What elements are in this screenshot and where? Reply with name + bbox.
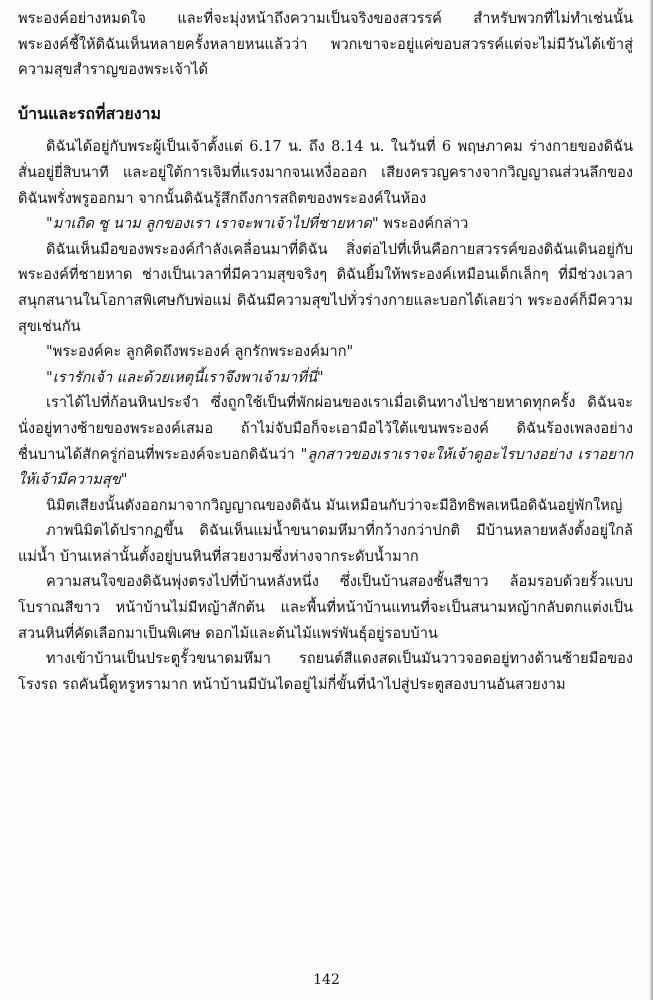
dialogue-line	[18, 211, 633, 237]
page-edge-shadow	[649, 0, 653, 1000]
paragraph	[18, 390, 633, 492]
paragraph-text: เราได้ไปที่ก้อนหินประจำ ซึ่งถูกใช้เป็นที่พักผ่อนของเราเมื่อเดินทางไปชายหาดทุกครั้ง ดิฉันจะนั่งอยู่ทางซ้ายของพระองค์เสมอ ถ้าไม่จับมือก็จะเอามือไว้ใต้แขนพระองค์ ดิฉันร้องเพลงอย่างชื่นบานได้สักครู่ก่อนที่พระองค์จะบอกดิฉันว่า	[18, 394, 633, 463]
attribution-text: พระองค์กล่าว	[378, 215, 469, 233]
paragraph: ดิฉันได้อยู่กับพระผู้เป็นเจ้าตั้งแต่ 6.17 น. ถึง 8.14 น. ในวันที่ 6 พฤษภาคม ร่างกายของดิฉันสั่นอยู่ยี่สิบนาที และอยู่ใต้การเจิมที่แรงมากจนเหงื่อออก เสียงครวญครางจากวิญญาณส่วนลึกของดิฉันพรั่งพรูออกมา จากนั้นดิฉันรู้สึกถึงการสถิตของพระองค์ในห้อง	[18, 138, 633, 207]
quote-text: "มาเถิด ซู นาม ลูกของเรา เราจะพาเจ้าไปที่ชายหาด"	[46, 215, 379, 233]
paragraph: นิมิตเสียงนั้นดังออกมาจากวิญญาณของดิฉัน มันเหมือนกับว่าจะมีอิทธิพลเหนือดิฉันอยู่พักใหญ่	[46, 496, 623, 514]
page-number: 142	[313, 972, 340, 988]
dialogue-line: "พระองค์คะ ลูกคิดถึงพระองค์ ลูกรักพระองค์มาก"	[46, 343, 354, 361]
quote-text: "ลูกสาวของเราเราจะให้เจ้าดูอะไรบางอย่าง เราอยากให้เจ้ามีความสุข"	[18, 445, 633, 489]
dialogue-line: "เรารักเจ้า และด้วยเหตุนี้เราจึงพาเจ้ามาที่นี่"	[46, 368, 324, 386]
paragraph: ทางเข้าบ้านเป็นประตูรั้วขนาดมหึมา รถยนต์สีแดงสดเป็นมันวาวจอดอยู่ทางด้านซ้ายมือของโรงรถ รถคันนี้ดูหรูหรามาก หน้าบ้านมีบันไดอยู่ไม่กี่ขั้นที่นำไปสู่ประตูสองบานอันสวยงาม	[18, 650, 633, 693]
paragraph-continued: พระองค์อย่างหมดใจ และที่จะมุ่งหน้าถึงความเป็นจริงของสวรรค์ สำหรับพวกที่ไม่ทำเช่นนั้น พระองค์ชี้ให้ดิฉันเห็นหลายครั้งหลายหนแล้วว่า พวกเขาจะอยู่แค่ขอบสวรรค์แต่จะไม่มีวันได้เข้าสู่ความสุขสำราญของพระเจ้าได้	[18, 10, 633, 79]
paragraph: ภาพนิมิตได้ปรากฏขึ้น ดิฉันเห็นแม่น้ำขนาดมหึมาที่กว้างกว่าปกติ มีบ้านหลายหลังตั้งอยู่ใกล้แม่น้ำ บ้านเหล่านั้นตั้งอยู่บนหินที่สวยงามซึ่งห่างจากระดับน้ำมาก	[18, 522, 633, 565]
paragraph: ความสนใจของดิฉันพุ่งตรงไปที่บ้านหลังหนึ่ง ซึ่งเป็นบ้านสองชั้นสีขาว ล้อมรอบด้วยรั้วแบบโบราณสีขาว หน้าบ้านไม่มีหญ้าสักต้น และพื้นที่หน้าบ้านแทนที่จะเป็นสนามหญ้ากลับตกแต่งเป็นสวนหินที่คัดเลือกมาเป็นพิเศษ ดอกไม้และต้นไม้แพร่พันธุ์อยู่รอบบ้าน	[18, 573, 633, 642]
section-heading: บ้านและรถที่สวยงาม	[18, 103, 162, 123]
page-body	[18, 6, 633, 697]
paragraph: ดิฉันเห็นมือของพระองค์กำลังเคลื่อนมาที่ดิฉัน สิ่งต่อไปที่เห็นคือกายสวรรค์ของดิฉันเดินอยู่กับพระองค์ที่ชายหาด ช่างเป็นเวลาที่มีความสุขจริงๆ ดิฉันยิ้มให้พระองค์เหมือนเด็กเล็กๆ ที่มีช่วงเวลาสนุกสนานในโอกาสพิเศษกับพ่อแม่ ดิฉันมีความสุขไปทั่วร่างกายและบอกได้เลยว่า พระองค์ก็มีความสุขเช่นกัน	[18, 240, 633, 335]
